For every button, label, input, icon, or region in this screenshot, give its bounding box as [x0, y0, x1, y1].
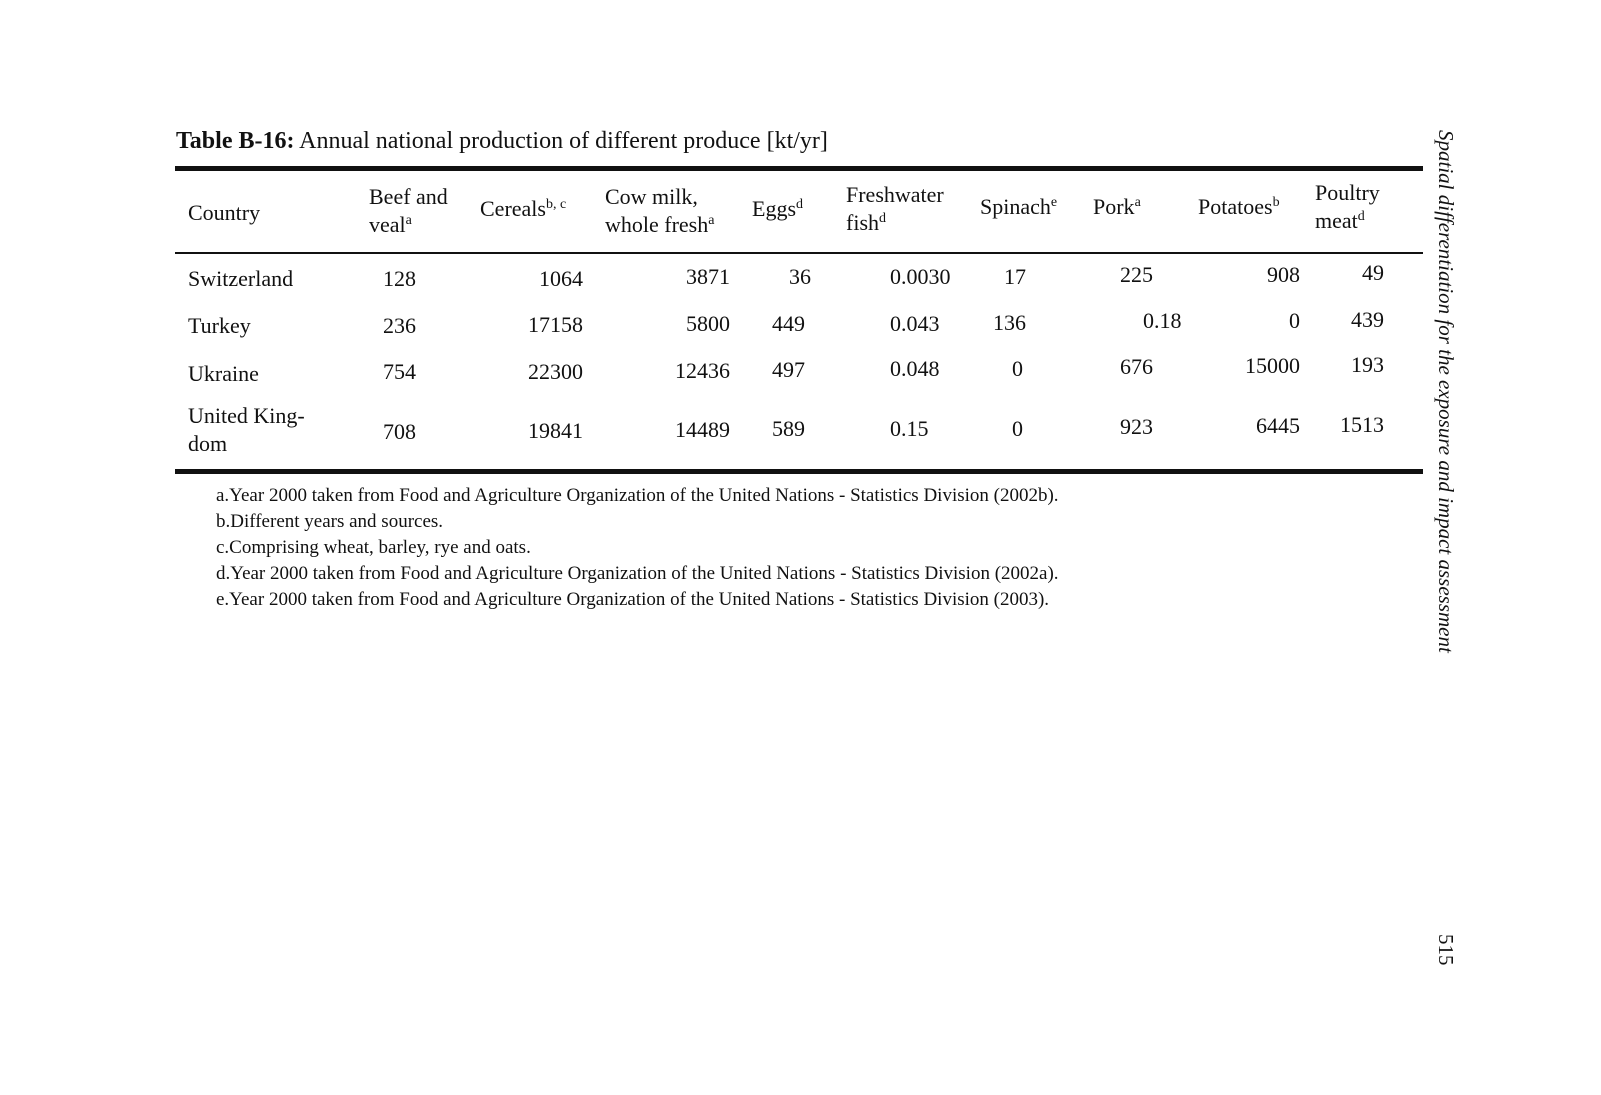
cell-pork: 923	[1120, 414, 1153, 439]
footnote-e: e.Year 2000 taken from Food and Agriculture Organization of the United Nations - Statistics Division (2003).	[216, 589, 1050, 610]
page-number: 515	[1434, 934, 1458, 966]
cell-cereals: 1064	[539, 266, 583, 291]
table-caption	[176, 128, 828, 155]
table-caption-text: Annual national production of different produce [kt/yr]	[299, 128, 828, 154]
cell-freshwater-fish: 0.15	[890, 416, 929, 441]
cell-pork: 225	[1120, 262, 1153, 287]
cell-cow-milk: 5800	[686, 311, 730, 336]
cell-country: Ukraine	[188, 361, 259, 386]
cell-eggs: 497	[772, 357, 805, 382]
cell-pork: 676	[1120, 354, 1153, 379]
cell-beef-veal: 708	[383, 419, 416, 444]
header-spinach: Spinach$^e$	[980, 194, 1058, 219]
cell-poultry: 439	[1351, 307, 1384, 332]
cell-cereals: 17158	[528, 312, 583, 337]
table-caption-label: Table B-16:	[176, 128, 295, 154]
table-header-rule	[175, 252, 1423, 254]
cell-beef-veal: 754	[383, 359, 416, 384]
cell-spinach: 17	[1004, 264, 1026, 289]
header-eggs: Eggs$^d$	[752, 196, 803, 221]
cell-poultry: 49	[1362, 260, 1384, 285]
cell-spinach: 0	[1012, 416, 1023, 441]
cell-beef-veal: 236	[383, 313, 416, 338]
header-cereals: Cereals$^{b, c}$	[480, 196, 567, 221]
cell-potatoes: 15000	[1245, 353, 1300, 378]
cell-spinach: 136	[993, 310, 1026, 335]
header-country: Country	[188, 200, 261, 225]
header-cow-milk: Cow milk, whole fresh$^a$	[605, 184, 715, 237]
table-bottom-rule	[175, 469, 1423, 474]
table-footnotes	[216, 483, 1059, 613]
cell-freshwater-fish: 0.043	[890, 311, 940, 336]
footnote-b: b.Different years and sources.	[216, 511, 444, 532]
cell-beef-veal: 128	[383, 266, 416, 291]
cell-potatoes: 0	[1289, 308, 1300, 333]
cell-cow-milk: 12436	[675, 358, 730, 383]
table-top-rule	[175, 166, 1423, 171]
header-poultry-meat: Poultry meat$^d$	[1315, 180, 1380, 233]
cell-freshwater-fish: 0.0030	[890, 264, 951, 289]
running-header: Spatial differentiation for the exposure and impact assessment	[1434, 130, 1458, 653]
cell-freshwater-fish: 0.048	[890, 356, 940, 381]
cell-cow-milk: 3871	[686, 264, 730, 289]
cell-potatoes: 908	[1267, 262, 1300, 287]
cell-poultry: 193	[1351, 352, 1384, 377]
header-beef-veal: Beef and veal$^a$	[369, 184, 448, 237]
footnote-a: a.Year 2000 taken from Food and Agriculture Organization of the United Nations - Statistics Division (2002b).	[216, 485, 1059, 506]
cell-eggs: 589	[772, 416, 805, 441]
cell-poultry: 1513	[1340, 412, 1384, 437]
cell-country: Turkey	[188, 313, 251, 338]
header-freshwater-fish: Freshwater fish$^d$	[846, 182, 944, 235]
cell-country: United King- dom	[188, 403, 305, 456]
cell-cow-milk: 14489	[675, 417, 730, 442]
cell-country: Switzerland	[188, 266, 294, 291]
footnote-c: c.Comprising wheat, barley, rye and oats.	[216, 537, 531, 558]
header-potatoes: Potatoes$^b$	[1198, 194, 1280, 219]
cell-cereals: 22300	[528, 359, 583, 384]
cell-eggs: 36	[789, 264, 811, 289]
header-pork: Pork$^a$	[1093, 194, 1141, 219]
cell-potatoes: 6445	[1256, 413, 1300, 438]
cell-eggs: 449	[772, 311, 805, 336]
footnote-d: d.Year 2000 taken from Food and Agriculture Organization of the United Nations - Statistics Division (2002a).	[216, 563, 1059, 584]
cell-pork: 0.18	[1143, 308, 1182, 333]
cell-spinach: 0	[1012, 356, 1023, 381]
cell-cereals: 19841	[528, 418, 583, 443]
